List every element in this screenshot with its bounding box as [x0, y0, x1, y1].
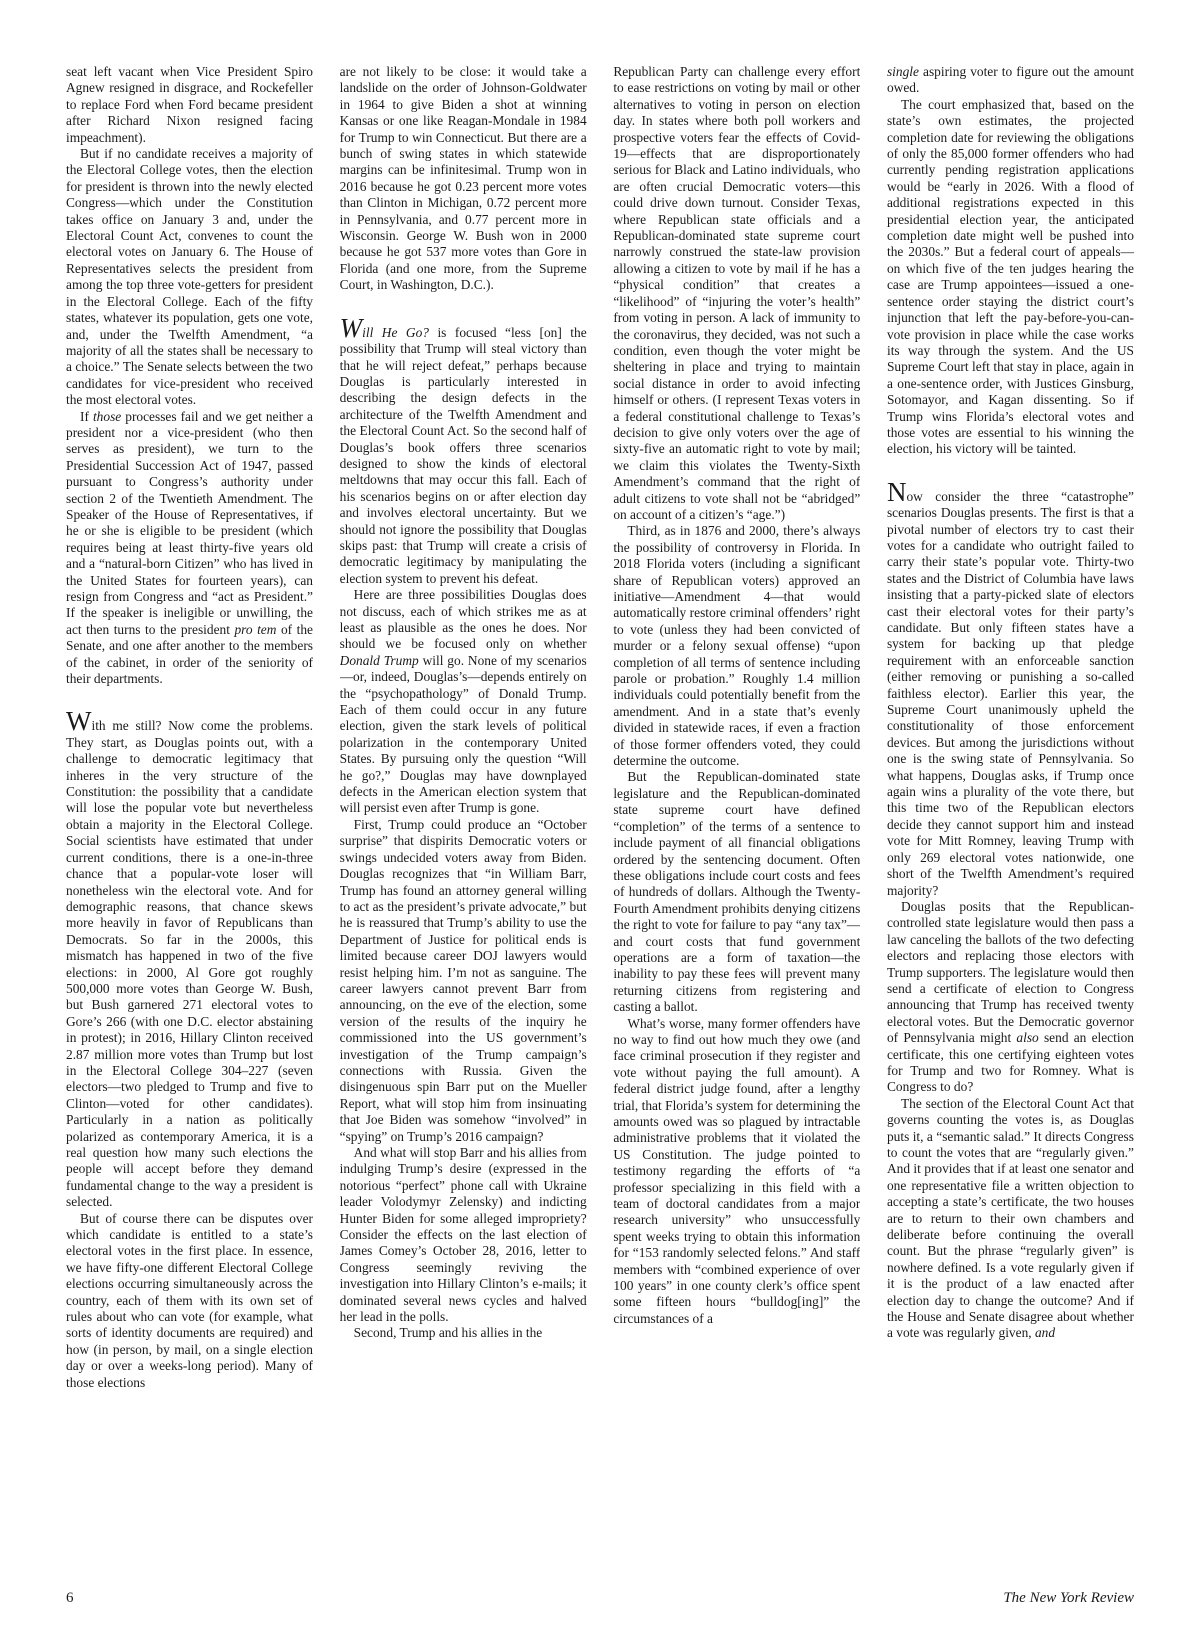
- paragraph: First, Trump could produce an “October surprise” that dispirits Democratic voters or swings undecided voters away from Biden. Douglas recognizes that “in William Barr, Trump has found an attorney general willing to act as the president’s private advocate,” but he is reassured that Trump’s ability to use the Department of Justice for political ends is limited because career DOJ lawyers would resist helping him. I’m not as sanguine. The career lawyers cannot prevent Barr from announcing, on the eve of the election, some version of the results of the inquiry he commissioned into the US government’s investigation of the Trump campaign’s connections with Russia. Given the disingenuous spin Barr put on the Mueller Report, what will stop him from insinuating that Joe Biden was somehow “involved” in “spying” on Trump’s 2016 campaign?: [339, 816, 587, 1144]
- column-3: [613, 64, 860, 1574]
- paragraph: The section of the Electoral Count Act that governs counting the votes is, as Douglas puts it, a “semantic salad.” It directs Congress to count the votes that are “regularly given.” And it provides that if at least one senator and one representative file a written objection to accepting a state’s certificate, the two houses are to return to their own chambers and deliberate before continuing the overall count. But the phrase “regularly given” is nowhere defined. Is a vote regularly given if it is the product of a law enacted after election day to change the outcome? And if the House and Senate disagree about whether a vote was regularly given, and: [886, 1095, 1134, 1341]
- paragraph: seat left vacant when Vice President Spiro Agnew resigned in disgrace, and Rockefeller to replace Ford when Ford became president after Richard Nixon resigned facing impeachment).: [66, 64, 313, 145]
- paragraph: Now consider the three “catastrophe” scenarios Douglas presents. The first is that a pivotal number of electors try to cast their votes for a candidate who outright failed to carry their state’s popular vote. Thirty-two states and the District of Columbia have laws insisting that a party-picked slate of electors cast their electoral votes for their party’s candidate. But only fifteen states have a system for backing up that pledge requirement with an enforceable sanction (either removing or punishing a so-called faithless elector). Earlier this year, the Supreme Court unanimously upheld the constitutionality of those enforcement devices. But among the jurisdictions without one is the swing state of Pennsylvania. So what happens, Douglas asks, if Trump once again wins a plurality of the vote there, but this time two of the Republican electors decide they cannot support him and instead vote for Mitt Romney, leaving Trump with only 269 electoral votes nationwide, one short of the Twelfth Amendment’s required majority?: [886, 476, 1134, 898]
- publication-name: The New York Review: [1003, 1590, 1134, 1606]
- paragraph: The court emphasized that, based on the state’s own estimates, the projected completion date for reviewing the obligations of only the 85,000 former offenders who had currently pending registration applications would be “early in 2026. With a flood of additional registrations expected in this presidential election year, the anticipated completion date might well be pushed into the 2030s.” But a federal court of appeals—on which five of the ten judges hearing the case are Trump appointees—issued a one-sentence order staying the district court’s injunction that left the pay-before-you-can-vote provision in place while the case works its way through the system. And the US Supreme Court left that stay in place, again in a one-sentence order, with Justices Ginsburg, Sotomayor, and Kagan dissenting. So if Trump wins Florida’s electoral votes and those votes are essential to his winning the election, his victory will be tainted.: [886, 96, 1134, 457]
- paragraph: But the Republican-dominated state legislature and the Republican-dominated state supreme court have defined “completion” of the terms of a sentence to include payment of all financial obligations ordered by the sentencing document. Often these obligations include court costs and fees of hundreds of dollars. Although the Twenty-Fourth Amendment prohibits denying citizens the right to vote for failure to pay “any tax”—and court costs that fund government operations are a form of taxation—the inability to pay these fees will prevent many returning citizens from registering and casting a ballot.: [613, 769, 861, 1015]
- paragraph: Republican Party can challenge every effort to ease restrictions on voting by mail or other alternatives to voting in person on election day. In states where both poll workers and prospective voters fear the effects of Covid-19—effects that are disproportionately serious for Black and Latino individuals, who are often crucial Democratic voters—this could drive down turnout. Consider Texas, where Republican state officials and a Republican-dominated state supreme court narrowly construed the state-law provision allowing a citizen to vote by mail if he has a “physical condition” that creates a “likelihood” of “injuring the voter’s health” from voting in person. A lack of immunity to the coronavirus, they decided, was not such a condition, even though the voter might be sheltering in place and trying to maintain social distance in order to avoid infecting himself or others. (I represent Texas voters in a federal constitutional challenge to Texas’s decision to give only voters over the age of sixty-five an automatic right to vote by mail; we claim this violates the Twenty-Sixth Amendment’s command that the right of adult citizens to vote shall not be “abridged” on account of a citizen’s “age.”): [613, 64, 861, 522]
- paragraph: If those processes fail and we get neither a president nor a vice-president (who then serves as president), we turn to the Presidential Succession Act of 1947, passed pursuant to Congress’s authority under section 2 of the Twentieth Amendment. The Speaker of the House of Representatives, if he or she is eligible to be president (which requires being at least thirty-five years old and a “natural-born Citizen” who has lived in the United States for fourteen years), can resign from Congress and “act as President.” If the speaker is ineligible or unwilling, the act then turns to the president pro tem of the Senate, and one after another to the members of the cabinet, in order of the seniority of their departments.: [66, 408, 313, 687]
- paragraph: Will He Go? is focused “less [on] the possibility that Trump will steal victory than that he will reject defeat,” perhaps because Douglas is particularly interested in describing the design defects in the architecture of the Twelfth Amendment and the Electoral Count Act. So the second half of Douglas’s book offers three scenarios designed to show the kinds of electoral meltdowns that may occur this fall. Each of his scenarios begins on or after election day and involves electoral uncertainty. But we should not ignore the possibility that Douglas skips past: that Trump will create a crisis of democratic legitimacy by manipulating the election system to prevent his defeat.: [339, 312, 587, 586]
- paragraph: are not likely to be close: it would take a landslide on the order of Johnson-Goldwater in 1964 to give Biden a shot at winning Kansas or one like Reagan-Mondale in 1984 for Trump to win Connecticut. But there are a bunch of swing states in which statewide margins can be infinitesimal. Trump won in 2016 because he got 0.23 percent more votes than Clinton in Michigan, 0.72 percent more in Pennsylvania, and 0.77 percent more in Wisconsin. George W. Bush won in 2000 because he got 537 more votes than Gore in Florida (and one more, from the Supreme Court, in Washington, D.C.).: [339, 64, 587, 293]
- paragraph: With me still? Now come the problems. They start, as Douglas points out, with a challenge to democratic legitimacy that inheres in the very structure of the Constitution: the possibility that a candidate will lose the popular vote but nevertheless obtain a majority in the Electoral College. Social scientists have estimated that under current conditions, there is a one-in-three chance that a popular-vote loser will nonetheless win the electoral vote. And for demographic reasons, that chance skews more heavily in favor of Republicans than Democrats. So far in the 2000s, this mismatch has happened in two of the five elections: in 2000, Al Gore got roughly 500,000 more votes than George W. Bush, but Bush garnered 271 electoral votes to Gore’s 266 (with one D.C. elector abstaining in protest); in 2016, Hillary Clinton received 2.87 million more votes than Trump but lost in the Electoral College 304–227 (seven electors—two pledged to Trump and five to Clinton—voted for other candidates). Particularly in a nation as politically polarized as contemporary America, it is a real question how many such elections the people will accept before they demand fundamental change to the way a president is selected.: [66, 706, 313, 1210]
- column-2: [340, 64, 587, 1574]
- paragraph: But of course there can be disputes over which candidate is entitled to a state’s electoral votes in the first place. In essence, we have fifty-one different Electoral College elections occurring simultaneously across the country, each of them with its own set of rules about who can vote (for example, what sorts of identity documents are required) and how (in person, by mail, on a single election day or over a weeks-long period). Many of those elections: [66, 1210, 313, 1390]
- paragraph: Second, Trump and his allies in the: [353, 1325, 543, 1341]
- paragraph: And what will stop Barr and his allies from indulging Trump’s desire (expressed in the notorious “perfect” phone call with Ukraine leader Volodymyr Zelensky) and indicting Hunter Biden for some alleged impropriety? Consider the effects on the last election of James Comey’s October 28, 2016, letter to Congress seemingly reviving the investigation into Hillary Clinton’s e-mails; it dominated several news cycles and halved her lead in the polls.: [339, 1145, 587, 1325]
- paragraph: single aspiring voter to figure out the amount owed.: [886, 64, 1134, 96]
- paragraph: What’s worse, many former offenders have no way to find out how much they owe (and face criminal prosecution if they register and vote without paying the full amount). A federal district judge found, after a lengthy trial, that Florida’s system for determining the amounts owed was so plagued by intractable administrative problems that it violated the US Constitution. The judge pointed to testimony regarding the efforts of “a professor specializing in this field with a team of doctoral candidates from a major research university” who unsuccessfully spent weeks trying to obtain this information for “153 randomly selected felons.” And staff members with “combined experience of over 100 years” in one county clerk’s office spent some fifteen hours “bulldog[ing]” the circumstances of a: [613, 1015, 861, 1326]
- page-number: 6: [66, 1590, 74, 1606]
- paragraph: Douglas posits that the Republican-controlled state legislature would then pass a law canceling the ballots of the two defecting electors and replacing those electors with Trump supporters. The legislature would then send a certificate of election to Congress announcing that Trump has received twenty electoral votes. But the Democratic governor of Pennsylvania might also send an election certificate, this one certifying eighteen votes for Trump and two for Romney. What is Congress to do?: [886, 898, 1134, 1095]
- column-4: [887, 64, 1134, 1574]
- article-columns: [66, 64, 1134, 1574]
- paragraph: Here are three possibilities Douglas does not discuss, each of which strikes me as at least as plausible as the ones he does. Nor should we be focused only on whether Donald Trump will go. None of my scenarios—or, indeed, Douglas’s—depends entirely on the “psychopathology” of Donald Trump. Each of them could occur in any future election, given the stark levels of political polarization in the contemporary United States. By pursuing only the question “Will he go?,” Douglas may have downplayed defects in the American election system that will persist even after Trump is gone.: [339, 587, 587, 816]
- column-1: [66, 64, 313, 1574]
- drop-cap: N: [886, 476, 907, 507]
- paragraph: But if no candidate receives a majority of the Electoral College votes, then the election for president is thrown into the newly elected Congress—which under the Constitution takes office on January 3 and, under the Electoral Count Act, convenes to count the electoral votes on January 6. The House of Representatives selects the president from among the top three vote-getters for president in the Electoral College. Each of the fifty states, whatever its population, gets one vote, and, under the Twelfth Amendment, “a majority of all the states shall be necessary to a choice.” The Senate selects between the two candidates for vice-president who received the most electoral votes.: [66, 146, 313, 408]
- drop-cap: W: [339, 312, 363, 343]
- paragraph: Third, as in 1876 and 2000, there’s always the possibility of controversy in Florida. In 2018 Florida voters (including a significant share of Republican voters) approved an initiative—Amendment 4—that would automatically restore criminal offenders’ right to vote (unless they had been convicted of murder or a felony sexual offense) “upon completion of all terms of sentence including parole or probation.” Roughly 1.4 million individuals could potentially benefit from the amendment. And in a state that’s evenly divided in statewide races, if even a fraction of those former offenders voted, they could determine the outcome.: [613, 523, 861, 769]
- drop-cap: W: [66, 706, 92, 737]
